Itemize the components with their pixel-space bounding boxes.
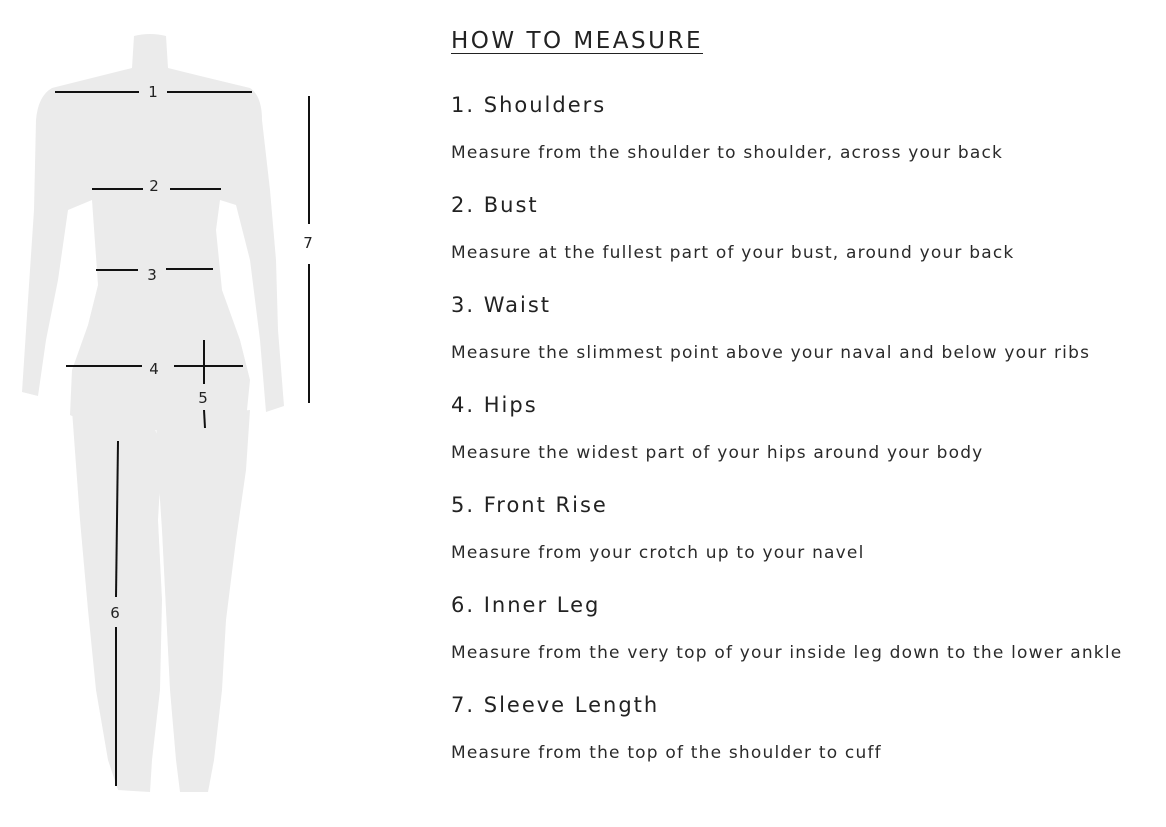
marker-label-3: 3 xyxy=(147,266,157,284)
step-waist xyxy=(451,291,1163,363)
step-description: Measure from the shoulder to shoulder, across your back xyxy=(451,143,1004,163)
step-number: 6. xyxy=(451,593,476,617)
step-name: Shoulders xyxy=(483,93,607,117)
step-number: 4. xyxy=(451,393,476,417)
step-number: 3. xyxy=(451,293,476,317)
marker-5-line-bottom xyxy=(204,410,205,428)
step-description: Measure from your crotch up to your navel xyxy=(451,543,865,563)
step-description: Measure the slimmest point above your naval and below your ribs xyxy=(451,343,1091,363)
measure-guide xyxy=(451,28,1163,763)
step-heading xyxy=(451,91,1163,119)
silhouette-leg-right xyxy=(156,410,250,792)
marker-label-2: 2 xyxy=(149,177,159,195)
step-number: 7. xyxy=(451,693,476,717)
step-name: Sleeve Length xyxy=(483,693,660,717)
step-description: Measure from the top of the shoulder to cuff xyxy=(451,743,882,763)
marker-label-5: 5 xyxy=(198,389,208,407)
step-description: Measure at the fullest part of your bust, around your back xyxy=(451,243,1015,263)
marker-label-1: 1 xyxy=(148,83,158,101)
step-heading xyxy=(451,291,1163,319)
step-heading xyxy=(451,391,1163,419)
step-heading xyxy=(451,191,1163,219)
step-front-rise xyxy=(451,491,1163,563)
step-name: Front Rise xyxy=(483,493,608,517)
step-hips xyxy=(451,391,1163,463)
step-name: Hips xyxy=(483,393,538,417)
step-name: Waist xyxy=(483,293,552,317)
silhouette xyxy=(22,34,284,792)
body-diagram xyxy=(0,0,420,827)
marker-label-4: 4 xyxy=(149,360,159,378)
step-description: Measure from the very top of your inside leg down to the lower ankle xyxy=(451,643,1123,663)
step-heading xyxy=(451,591,1163,619)
body-figure xyxy=(0,0,420,827)
step-description: Measure the widest part of your hips around your body xyxy=(451,443,984,463)
step-number: 1. xyxy=(451,93,476,117)
step-name: Inner Leg xyxy=(483,593,601,617)
marker-label-6: 6 xyxy=(110,604,120,622)
step-name: Bust xyxy=(483,193,539,217)
step-number: 5. xyxy=(451,493,476,517)
step-heading xyxy=(451,691,1163,719)
step-sleeve-length xyxy=(451,691,1163,763)
step-shoulders xyxy=(451,91,1163,163)
step-number: 2. xyxy=(451,193,476,217)
step-heading xyxy=(451,491,1163,519)
step-inner-leg xyxy=(451,591,1163,663)
step-bust xyxy=(451,191,1163,263)
marker-label-7: 7 xyxy=(303,234,313,252)
guide-title: HOW TO MEASURE xyxy=(451,28,703,54)
